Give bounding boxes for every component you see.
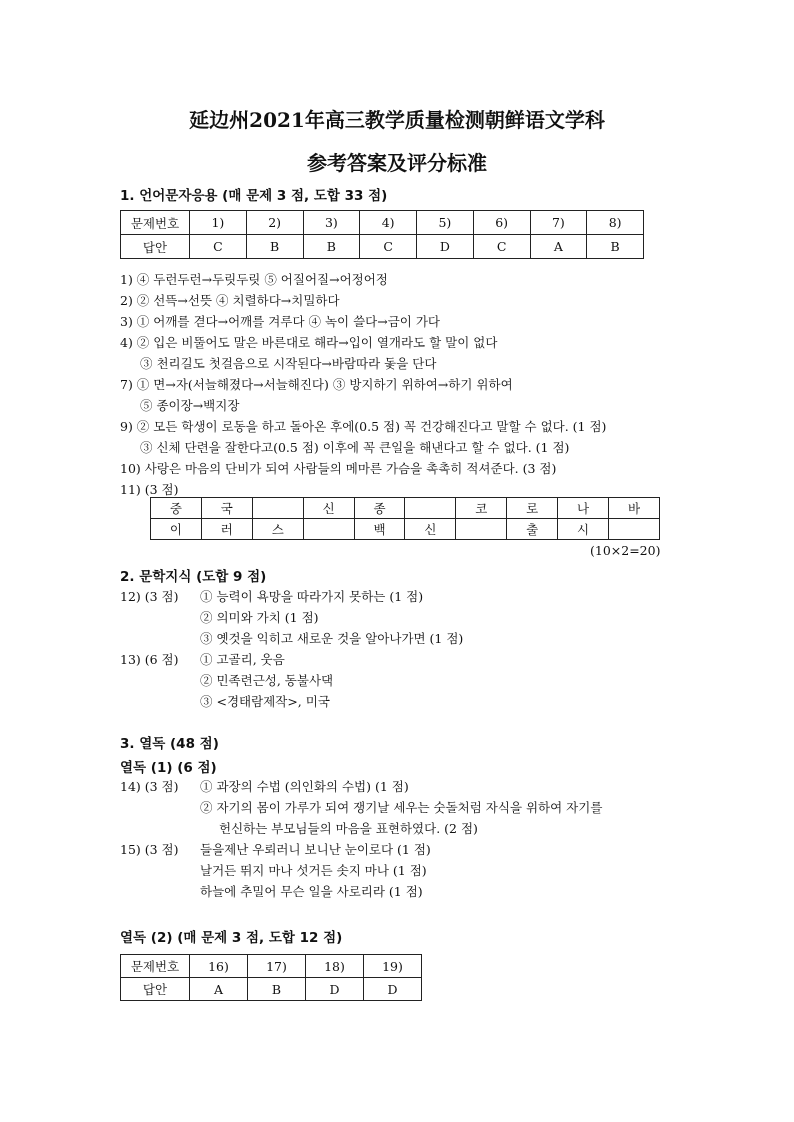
table-header-cell: 문제번호 bbox=[121, 955, 190, 978]
q13-item: ③ <경태람제작>, 미국 bbox=[200, 694, 330, 709]
grid-cell bbox=[456, 519, 507, 540]
answer-line: 3) ① 어깨를 겯다→어깨를 겨루다 ④ 녹이 쓸다→금이 가다 bbox=[120, 314, 440, 329]
grid-cell: 종 bbox=[354, 498, 405, 519]
reading1-heading: 열독 (1) (6 점) bbox=[120, 760, 217, 776]
grid-cell: 백 bbox=[354, 519, 405, 540]
grid-cell: 이 bbox=[151, 519, 202, 540]
section1-answer-table bbox=[120, 210, 644, 259]
q15-lead: 15) (3 점) bbox=[120, 842, 179, 857]
question-number-cell: 2) bbox=[246, 211, 303, 235]
grid-cell: 신 bbox=[405, 519, 456, 540]
answer-cell: D bbox=[417, 235, 474, 259]
question-number-cell: 3) bbox=[303, 211, 360, 235]
q15-item: 하늘에 추밀어 무슨 일을 사로리라 (1 점) bbox=[200, 884, 423, 899]
answer-line: ⑤ 종이장→백지장 bbox=[140, 398, 240, 413]
q15-item: 들을제난 우뢰러니 보니난 눈이로다 (1 점) bbox=[200, 842, 431, 857]
answer-cell: D bbox=[306, 978, 364, 1001]
grid-cell bbox=[405, 498, 456, 519]
question-number-cell: 1) bbox=[190, 211, 247, 235]
table-row bbox=[151, 498, 660, 519]
q12-item: ③ 옛것을 익히고 새로운 것을 알아나가면 (1 점) bbox=[200, 631, 464, 646]
grid-cell: 코 bbox=[456, 498, 507, 519]
question-number-cell: 17) bbox=[248, 955, 306, 978]
grid-cell: 스 bbox=[252, 519, 303, 540]
grid-cell: 시 bbox=[558, 519, 609, 540]
answer-cell: C bbox=[360, 235, 417, 259]
table-header-cell: 답안 bbox=[121, 235, 190, 259]
answer-cell: C bbox=[473, 235, 530, 259]
table-row bbox=[121, 235, 644, 259]
grid-cell bbox=[252, 498, 303, 519]
grid-cell: 국 bbox=[201, 498, 252, 519]
q14-item: ① 과장의 수법 (의인화의 수법) (1 점) bbox=[200, 779, 409, 794]
grid-cell bbox=[303, 519, 354, 540]
question-number-cell: 18) bbox=[306, 955, 364, 978]
answer-cell: C bbox=[190, 235, 247, 259]
answer-line: 4) ② 입은 비뚤어도 말은 바른대로 해라→입이 열개라도 할 말이 없다 bbox=[120, 335, 498, 350]
q12-item: ② 의미와 가치 (1 점) bbox=[200, 610, 319, 625]
section3-answer-table bbox=[120, 954, 422, 1001]
question-number-cell: 6) bbox=[473, 211, 530, 235]
answer-line: 10) 사랑은 마음의 단비가 되여 사람들의 메마른 가슴을 촉촉히 적셔준다. (3 점) bbox=[120, 461, 557, 476]
answer-cell: B bbox=[248, 978, 306, 1001]
answer-cell: B bbox=[246, 235, 303, 259]
question-number-cell: 16) bbox=[190, 955, 248, 978]
question-number-cell: 4) bbox=[360, 211, 417, 235]
q12-lead: 12) (3 점) bbox=[120, 589, 179, 604]
answer-line: 11) (3 점) bbox=[120, 482, 179, 497]
document-title: 延边州2021年高三教学质量检测朝鲜语文学科 bbox=[189, 108, 605, 132]
answer-cell: A bbox=[190, 978, 248, 1001]
grid-cell: 중 bbox=[151, 498, 202, 519]
table-row bbox=[121, 978, 422, 1001]
answer-line: 2) ② 선뜩→선뜻 ④ 치렬하다→치밀하다 bbox=[120, 293, 340, 308]
answer-line: ③ 신체 단련을 잘한다고(0.5 점) 이후에 꼭 큰일을 해낸다고 할 수 없다. (1 점) bbox=[140, 440, 570, 455]
q13-lead: 13) (6 점) bbox=[120, 652, 179, 667]
question-number-cell: 5) bbox=[417, 211, 474, 235]
answer-cell: B bbox=[303, 235, 360, 259]
grid-cell: 출 bbox=[507, 519, 558, 540]
table-row bbox=[121, 211, 644, 235]
table-header-cell: 답안 bbox=[121, 978, 190, 1001]
q14-item: ② 자기의 몸이 가루가 되여 쟁기날 세우는 숫돌처럼 자식을 위하여 자기를 bbox=[200, 800, 603, 815]
question-number-cell: 19) bbox=[364, 955, 422, 978]
question-number-cell: 7) bbox=[530, 211, 587, 235]
question-number-cell: 8) bbox=[587, 211, 644, 235]
score-note: (10×2=20) bbox=[590, 543, 661, 558]
document-subtitle: 参考答案及评分标准 bbox=[307, 151, 487, 175]
section1-heading: 1. 언어문자응용 (매 문제 3 점, 도합 33 점) bbox=[120, 188, 388, 204]
table-header-cell: 문제번호 bbox=[121, 211, 190, 235]
table-row bbox=[151, 519, 660, 540]
grid-cell: 신 bbox=[303, 498, 354, 519]
table-row bbox=[121, 955, 422, 978]
q13-item: ① 고골리, 웃음 bbox=[200, 652, 285, 667]
q14-item: 헌신하는 부모님들의 마음을 표현하였다. (2 점) bbox=[219, 821, 478, 836]
answer-cell: A bbox=[530, 235, 587, 259]
grid-cell: 로 bbox=[507, 498, 558, 519]
answer-cell: B bbox=[587, 235, 644, 259]
grid-cell: 나 bbox=[558, 498, 609, 519]
reading2-heading: 열독 (2) (매 문제 3 점, 도합 12 점) bbox=[120, 930, 343, 946]
answer-line: 9) ② 모든 학생이 로동을 하고 돌아온 후에(0.5 점) 꼭 건강해진다고 말할 수 없다. (1 점) bbox=[120, 419, 607, 434]
q11-answer-grid bbox=[150, 497, 660, 540]
answer-line: 1) ④ 두런두런→두릿두릿 ⑤ 어질어질→어정어정 bbox=[120, 272, 388, 287]
section2-heading: 2. 문학지식 (도합 9 점) bbox=[120, 569, 267, 585]
grid-cell: 러 bbox=[201, 519, 252, 540]
section3-heading: 3. 열독 (48 점) bbox=[120, 736, 219, 752]
answer-line: 7) ① 면→자(서늘해졌다→서늘해진다) ③ 방지하기 위하여→하기 위하여 bbox=[120, 377, 513, 392]
grid-cell: 바 bbox=[609, 498, 660, 519]
grid-cell bbox=[609, 519, 660, 540]
answer-cell: D bbox=[364, 978, 422, 1001]
q13-item: ② 민족련근성, 동불사댁 bbox=[200, 673, 334, 688]
q15-item: 날거든 뛰지 마나 섯거든 솟지 마나 (1 점) bbox=[200, 863, 427, 878]
q14-lead: 14) (3 점) bbox=[120, 779, 179, 794]
q12-item: ① 능력이 욕망을 따라가지 못하는 (1 점) bbox=[200, 589, 424, 604]
answer-line: ③ 천리길도 첫걸음으로 시작된다→바람따라 돛을 단다 bbox=[140, 356, 437, 371]
